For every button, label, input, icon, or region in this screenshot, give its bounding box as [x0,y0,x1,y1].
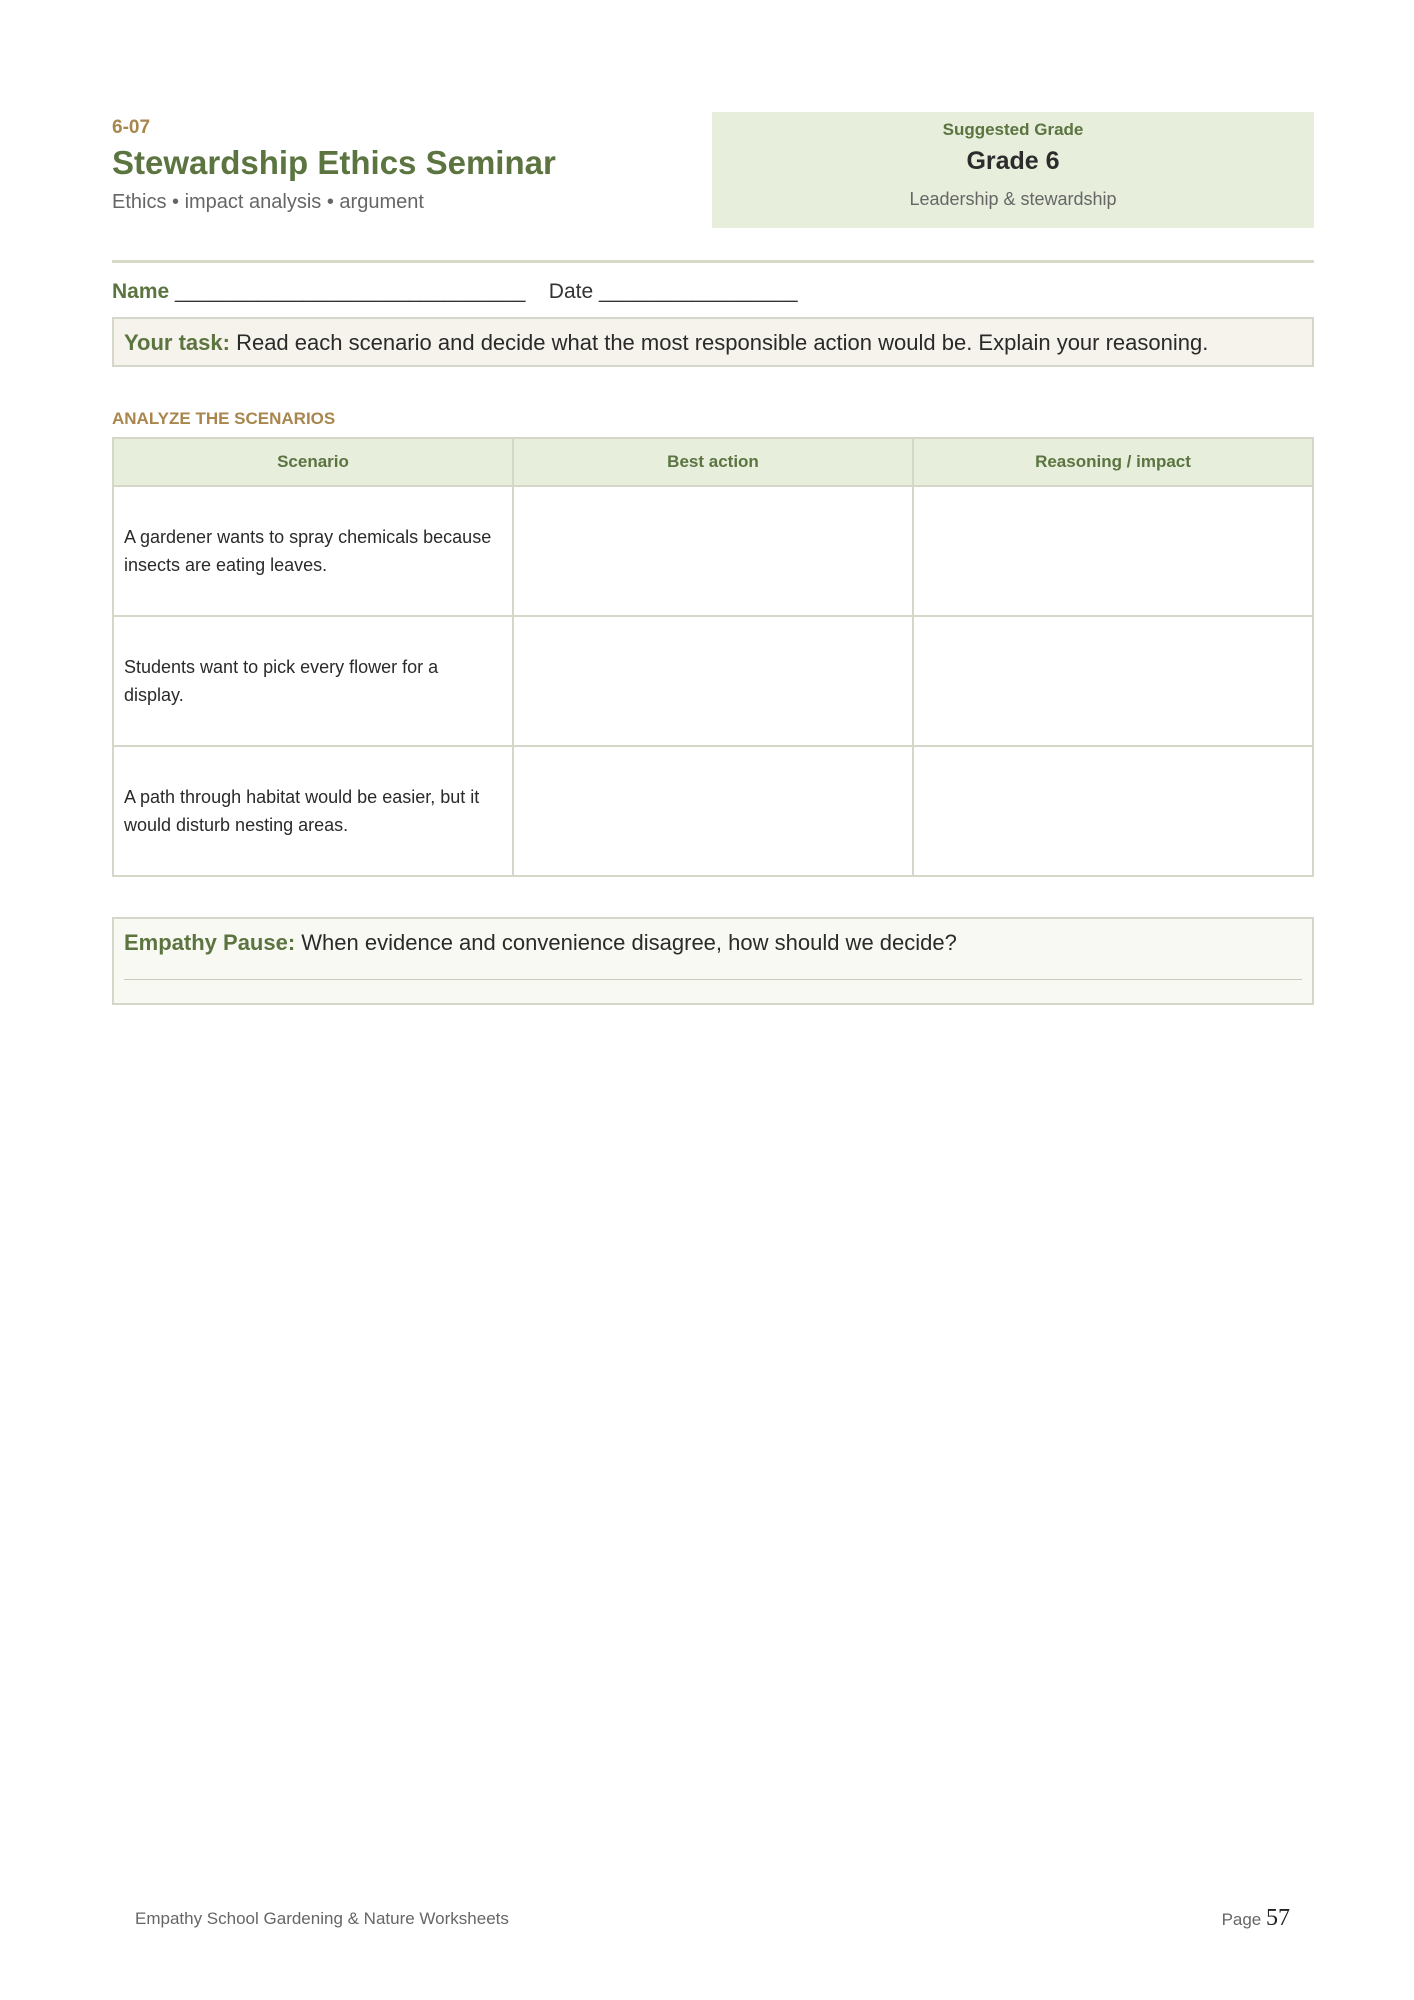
column-header-reasoning: Reasoning / impact [913,438,1313,486]
reasoning-cell[interactable] [913,616,1313,746]
worksheet-code: 6-07 [112,117,151,138]
table-header-row [113,438,1313,486]
scenario-cell: A path through habitat would be easier, but it would disturb nesting areas. [113,746,513,876]
pause-question: When evidence and convenience disagree, how should we decide? [301,930,957,955]
best-action-cell[interactable] [513,616,913,746]
grade-note: Leadership & stewardship [909,189,1117,209]
footer-publisher: Empathy School Gardening & Nature Worksheets [135,1909,509,1928]
reasoning-cell[interactable] [913,486,1313,616]
task-label: Your task: [124,330,230,355]
best-action-cell[interactable] [513,486,913,616]
table-row [113,616,1313,746]
answer-line[interactable] [124,979,1302,980]
best-action-cell[interactable] [513,746,913,876]
task-text: Read each scenario and decide what the most responsible action would be. Explain your reasoning. [236,330,1209,355]
task-box [112,317,1314,367]
scenario-cell: A gardener wants to spray chemicals because insects are eating leaves. [113,486,513,616]
page-subtitle: Ethics • impact analysis • argument [112,191,424,213]
page-footer [135,1905,1290,1937]
grade-label: Suggested Grade [942,120,1084,139]
scenario-table [112,437,1314,877]
page-number-block [1222,1905,1290,1932]
column-header-best-action: Best action [513,438,913,486]
reasoning-cell[interactable] [913,746,1313,876]
date-field[interactable]: _________________ [598,280,798,303]
grade-value: Grade 6 [966,147,1060,175]
name-field[interactable]: ______________________________ [175,280,526,303]
pause-label: Empathy Pause: [124,930,296,955]
scenario-cell: Students want to pick every flower for a display. [113,616,513,746]
section-heading: ANALYZE THE SCENARIOS [112,409,336,428]
column-header-scenario: Scenario [113,438,513,486]
grade-box [712,112,1314,228]
worksheet-page [112,112,1314,1005]
page-title: Stewardship Ethics Seminar [112,144,556,181]
table-row [113,746,1313,876]
page-label: Page [1221,1910,1262,1929]
header-divider [112,260,1314,263]
date-label: Date [548,280,594,303]
table-row [113,486,1313,616]
worksheet-header [112,112,1314,228]
name-date-line [112,278,1314,306]
name-label: Name [112,280,170,303]
title-block [112,116,692,216]
empathy-pause-box [112,917,1314,1005]
page-number: 57 [1266,1905,1290,1931]
